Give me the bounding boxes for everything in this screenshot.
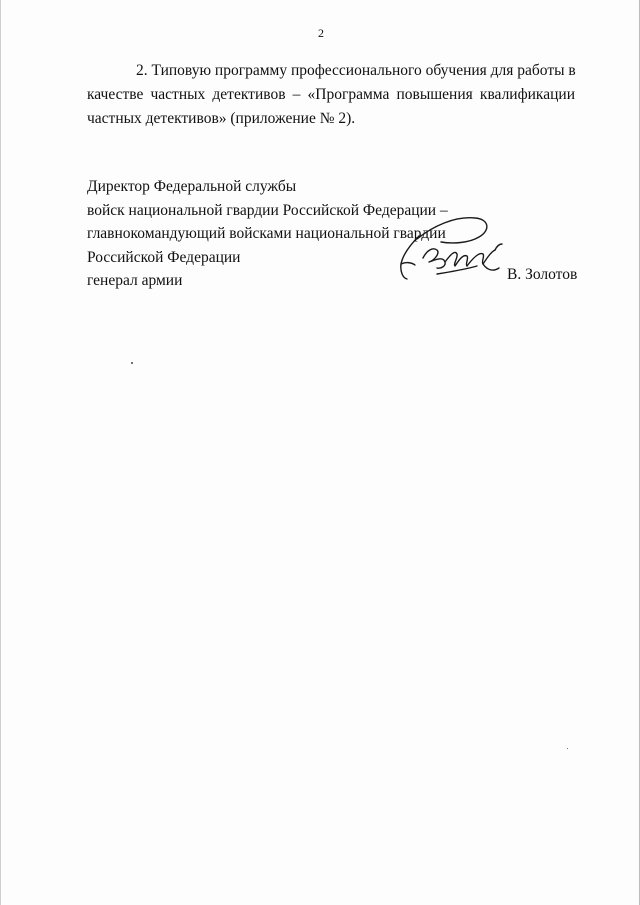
signatory-title-line: Директор Федеральной службы (87, 178, 297, 195)
paragraph-line: 2. Типовую программу профессионального обучения для работы в (136, 62, 576, 79)
signatory-rank: генерал армии (87, 272, 183, 289)
signatory-title-line: главнокомандующий войсками национальной гвардии (87, 225, 446, 242)
scan-speck (131, 362, 133, 364)
signer-name: В. Золотов (507, 266, 578, 283)
signatory-title-line: войск национальной гвардии Российской Федерации – (87, 201, 448, 219)
paragraph-line: качестве частных детективов – «Программа повышения квалификации (87, 86, 575, 103)
scan-speck (567, 748, 568, 749)
signatory-title-line: Российской Федерации (87, 248, 241, 266)
paragraph-line: частных детективов» (приложение № 2). (87, 110, 356, 127)
page-number: 2 (318, 26, 324, 40)
body-paragraph (87, 59, 575, 131)
handwritten-signature (393, 192, 505, 290)
